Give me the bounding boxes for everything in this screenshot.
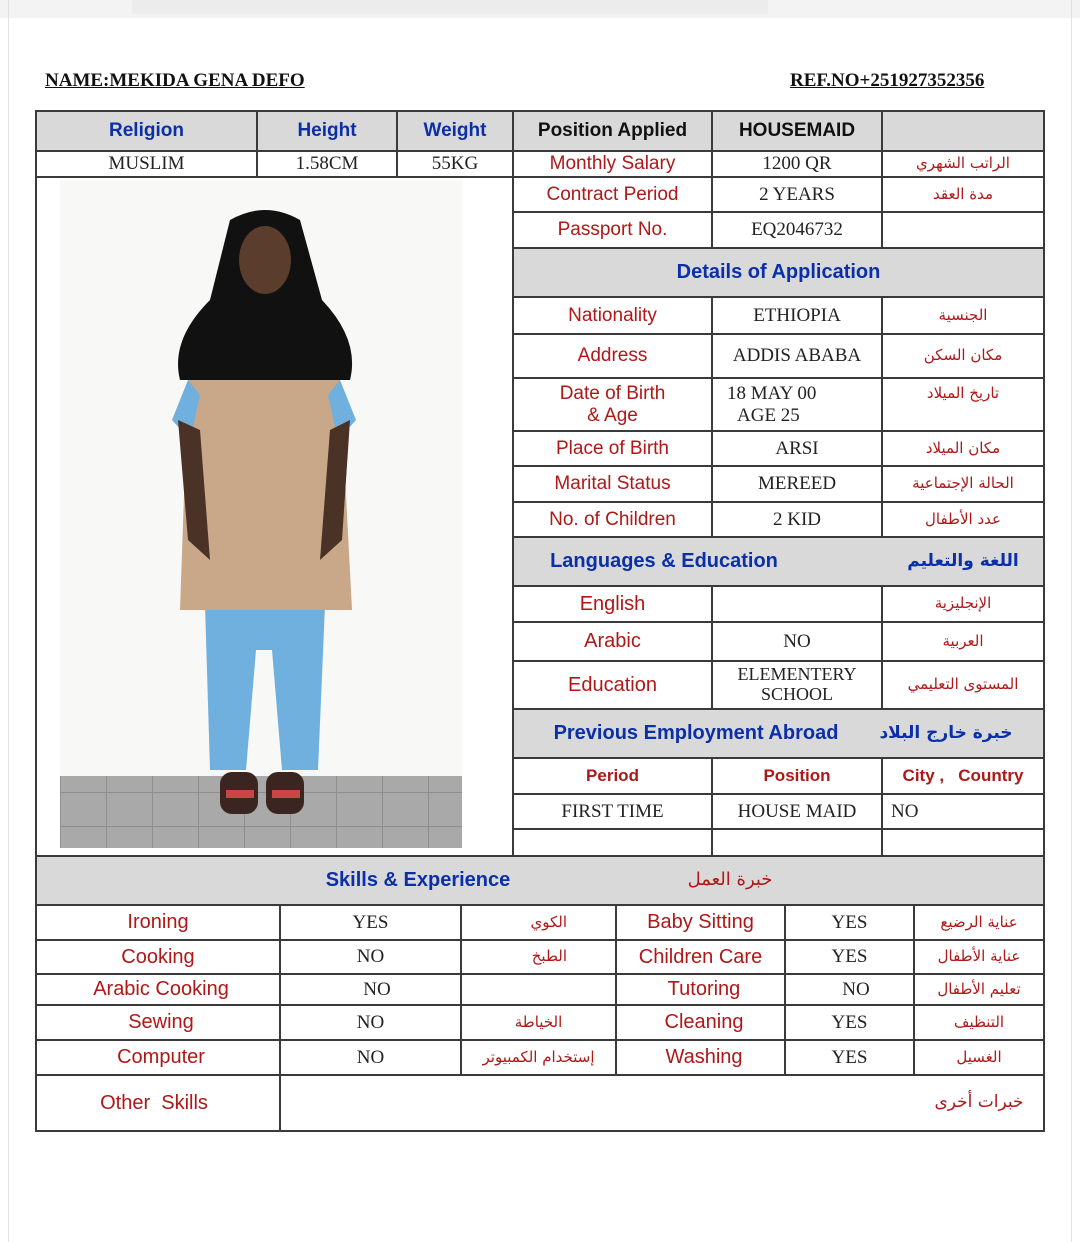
children-value: 2 KID bbox=[772, 508, 822, 530]
education-value-line2: SCHOOL bbox=[760, 684, 833, 704]
top-strip-inner bbox=[132, 0, 768, 14]
arabic-label: Arabic bbox=[584, 630, 641, 652]
skill-baby-sitting-label: Baby Sitting bbox=[647, 911, 754, 933]
reference-number: REF.NO+251927352356 bbox=[790, 70, 985, 91]
skill-ironing-ar: الكوي bbox=[530, 912, 567, 931]
languages-title-ar: اللغة والتعليم bbox=[907, 550, 1019, 571]
skill-cleaning-value: YES bbox=[831, 1011, 868, 1033]
languages-title: Languages & Education bbox=[550, 550, 778, 572]
skill-tutoring-ar: تعليم الأطفال bbox=[937, 979, 1021, 998]
position-applied-label: Position Applied bbox=[537, 120, 688, 142]
children-ar: عدد الأطفال bbox=[925, 509, 1001, 528]
place-of-birth-ar: مكان الميلاد bbox=[925, 438, 1001, 457]
passport-label: Passport No. bbox=[557, 219, 668, 241]
dob-ar: تاريخ الميلاد bbox=[926, 384, 1000, 403]
skill-computer-value: NO bbox=[356, 1046, 385, 1068]
skill-cleaning-label: Cleaning bbox=[664, 1011, 744, 1033]
education-label: Education bbox=[568, 673, 657, 696]
employment-title: Previous Employment Abroad bbox=[553, 722, 839, 744]
skills-title: Skills & Experience bbox=[325, 869, 511, 891]
top-strip bbox=[0, 0, 1080, 18]
page-edge-left bbox=[8, 0, 9, 1242]
religion-label: Religion bbox=[109, 120, 184, 142]
address-value: ADDIS ABABA bbox=[732, 345, 862, 367]
position-applied-value: HOUSEMAID bbox=[738, 120, 856, 142]
weight-value: 55KG bbox=[431, 153, 479, 175]
passport-value: EQ2046732 bbox=[751, 219, 843, 241]
skill-arabic-cooking-value: NO bbox=[363, 978, 391, 1000]
skill-sewing-value: NO bbox=[356, 1011, 385, 1033]
skill-ironing-label: Ironing bbox=[127, 911, 189, 933]
skill-cooking-value: NO bbox=[356, 946, 385, 968]
education-value bbox=[713, 662, 881, 708]
marital-status-ar: الحالة الإجتماعية bbox=[912, 474, 1014, 493]
skill-ironing-value: YES bbox=[352, 911, 389, 933]
candidate-name: NAME:MEKIDA GENA DEFO bbox=[45, 70, 305, 91]
contract-period-value: 2 YEARS bbox=[759, 183, 835, 205]
skill-washing-value: YES bbox=[831, 1046, 868, 1068]
height-label: Height bbox=[297, 120, 357, 142]
skill-cooking-ar: الطبخ bbox=[531, 947, 567, 966]
skill-sewing-label: Sewing bbox=[128, 1011, 194, 1033]
dob-value-line2: AGE 25 bbox=[737, 404, 800, 426]
employment-country-value: NO bbox=[891, 800, 919, 822]
employment-header-city-country: City , Country bbox=[902, 766, 1024, 786]
skills-title-ar: خبرة العمل bbox=[687, 869, 773, 891]
skill-children-care-ar: عناية الأطفال bbox=[937, 947, 1021, 966]
other-skills-ar: خبرات أخرى bbox=[934, 1092, 1024, 1113]
employment-title-ar: خبرة خارج البلاد bbox=[879, 722, 1013, 743]
other-skills-label: Other Skills bbox=[100, 1091, 208, 1114]
rule bbox=[513, 828, 1045, 830]
skill-baby-sitting-value: YES bbox=[831, 911, 868, 933]
contract-period-label: Contract Period bbox=[546, 183, 679, 205]
dob-label-line2: & Age bbox=[587, 404, 638, 426]
place-of-birth-value: ARSI bbox=[775, 437, 819, 459]
height-value: 1.58CM bbox=[295, 153, 359, 175]
skill-computer-ar: إستخدام الكمبيوتر bbox=[482, 1047, 595, 1066]
application-title: Details of Application bbox=[676, 261, 881, 283]
page-edge-right bbox=[1071, 0, 1072, 1242]
skill-tutoring-label: Tutoring bbox=[667, 978, 741, 1000]
monthly-salary-ar: الراتب الشهري bbox=[916, 154, 1010, 173]
monthly-salary-value: 1200 QR bbox=[762, 153, 832, 175]
skill-cleaning-ar: التنظيف bbox=[953, 1012, 1005, 1031]
nationality-ar: الجنسية bbox=[938, 305, 988, 324]
religion-value: MUSLIM bbox=[108, 153, 185, 175]
education-value-line1: ELEMENTERY bbox=[737, 664, 857, 685]
skill-arabic-cooking-label: Arabic Cooking bbox=[93, 978, 229, 1000]
english-ar: الإنجليزية bbox=[934, 594, 992, 613]
arabic-value: NO bbox=[783, 630, 811, 652]
skill-baby-sitting-ar: عناية الرضيع bbox=[940, 912, 1018, 931]
candidate-photo bbox=[60, 180, 462, 848]
address-label: Address bbox=[577, 345, 648, 367]
education-ar: المستوى التعليمي bbox=[907, 675, 1019, 694]
skill-computer-label: Computer bbox=[117, 1046, 205, 1068]
dob-value-line1: 18 MAY 00 bbox=[727, 382, 817, 404]
employment-position-value: HOUSE MAID bbox=[737, 800, 857, 822]
marital-status-value: MEREED bbox=[757, 473, 837, 495]
nationality-value: ETHIOPIA bbox=[753, 304, 841, 326]
marital-status-label: Marital Status bbox=[554, 473, 671, 495]
monthly-salary-label: Monthly Salary bbox=[549, 153, 676, 175]
children-label: No. of Children bbox=[549, 508, 676, 530]
skill-cooking-label: Cooking bbox=[121, 945, 195, 968]
rule bbox=[35, 1130, 1045, 1132]
contract-period-ar: مدة العقد bbox=[933, 184, 993, 203]
dob-label-line1: Date of Birth bbox=[559, 382, 666, 404]
candidate-photo-illustration bbox=[60, 180, 462, 848]
skill-washing-ar: الغسيل bbox=[956, 1047, 1002, 1066]
english-value bbox=[713, 587, 881, 621]
skill-washing-label: Washing bbox=[665, 1046, 743, 1068]
employment-header-position: Position bbox=[763, 766, 831, 786]
employment-period-value: FIRST TIME bbox=[561, 800, 664, 822]
employment-header-period: Period bbox=[586, 766, 639, 786]
dob-label bbox=[514, 379, 711, 430]
address-ar: مكان السكن bbox=[923, 346, 1003, 365]
skill-children-care-label: Children Care bbox=[638, 945, 763, 968]
english-label: English bbox=[579, 592, 646, 615]
skill-sewing-ar: الخياطة bbox=[514, 1012, 563, 1031]
dob-value bbox=[713, 379, 881, 430]
arabic-ar: العربية bbox=[942, 631, 984, 650]
skill-children-care-value: YES bbox=[831, 946, 868, 968]
rule-v bbox=[1043, 110, 1045, 1132]
skill-tutoring-value: NO bbox=[842, 978, 870, 1000]
nationality-label: Nationality bbox=[568, 304, 657, 326]
place-of-birth-label: Place of Birth bbox=[556, 437, 669, 459]
weight-label: Weight bbox=[423, 120, 487, 142]
